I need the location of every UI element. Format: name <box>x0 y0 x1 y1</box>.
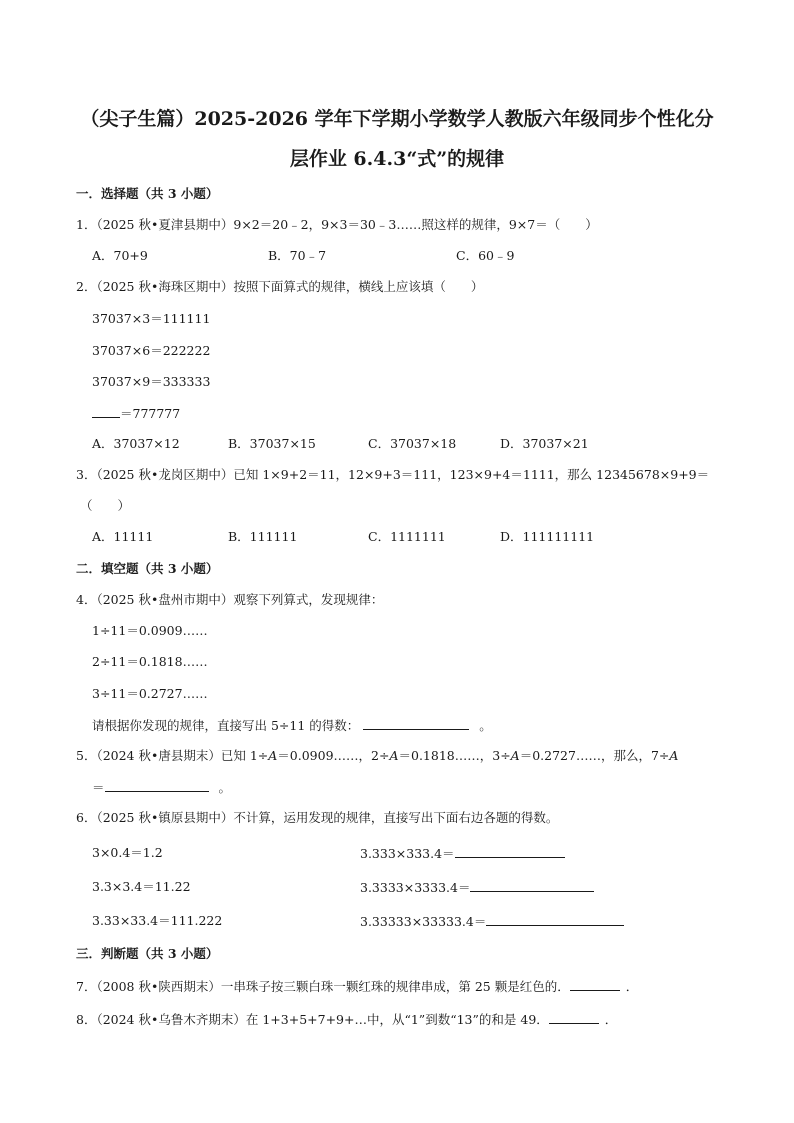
question-5-stem <box>76 748 678 764</box>
question-2-line-4-text: ＝777777 <box>120 406 181 421</box>
question-5-end: 。 <box>218 780 232 795</box>
question-4-end: 。 <box>479 718 492 733</box>
question-6-right-2 <box>360 879 594 896</box>
question-4-line-3: 3÷11＝0.2727…… <box>92 686 208 701</box>
question-8-text: 8．（2024 秋•乌鲁木齐期末）在 1+3+5+7+9+…中，从“1”到数“13”的和是 49． <box>76 1012 549 1027</box>
question-1-option-b: B．70﹣7 <box>268 248 327 263</box>
question-4-ask-text: 请根据你发现的规律，直接写出 5÷11 的得数： <box>92 718 360 733</box>
answer-blank[interactable] <box>570 978 620 991</box>
variable-a: A <box>510 748 520 763</box>
answer-blank[interactable] <box>105 779 209 792</box>
question-4-ask <box>92 717 492 734</box>
question-6-left-2: 3.3×3.4＝11.22 <box>92 879 191 894</box>
question-4-line-2: 2÷11＝0.1818…… <box>92 654 208 669</box>
question-6-right-1 <box>360 845 565 862</box>
question-2-stem: 2．（2025 秋•海珠区期中）按照下面算式的规律，横线上应该填（ ） <box>76 279 484 294</box>
question-1-option-c: C．60﹣9 <box>456 248 515 263</box>
question-2-line-4 <box>92 405 180 422</box>
question-3-stem: 3．（2025 秋•龙岗区期中）已知 1×9+2＝11，12×9+3＝111，123×9+4＝1111，那么 12345678×9+9＝ <box>76 467 710 482</box>
question-3-option-b: B．111111 <box>228 529 298 544</box>
section-heading-fill: 二．填空题（共 3 小题） <box>76 561 219 576</box>
question-6-stem: 6．（2025 秋•镇原县期中）不计算，运用发现的规律，直接写出下面右边各题的得数。 <box>76 810 559 825</box>
question-8-end: ． <box>604 1012 618 1027</box>
variable-a: A <box>669 748 679 763</box>
page-title-line2: 层作业 6.4.3“式”的规律 <box>289 148 505 170</box>
question-5-part-3: ＝0.1818……，3÷ <box>398 748 511 763</box>
question-4-line-1: 1÷11＝0.0909…… <box>92 623 208 638</box>
variable-a: A <box>268 748 278 763</box>
answer-blank[interactable] <box>549 1011 599 1024</box>
question-6-right-3 <box>360 913 624 930</box>
answer-blank[interactable] <box>455 845 565 858</box>
answer-blank[interactable] <box>92 405 120 418</box>
question-2-line-1: 37037×3＝111111 <box>92 311 211 326</box>
answer-blank[interactable] <box>486 913 624 926</box>
question-6-left-3: 3.33×33.4＝111.222 <box>92 913 223 928</box>
question-3-option-d: D．111111111 <box>500 529 595 544</box>
question-7-text: 7．（2008 秋•陕西期末）一串珠子按三颗白珠一颗红珠的规律串成，第 25 颗是红色的． <box>76 979 570 994</box>
question-2-option-a: A．37037×12 <box>92 436 180 451</box>
question-3-option-c: C．1111111 <box>368 529 446 544</box>
question-2-option-c: C．37037×18 <box>368 436 457 451</box>
question-8-stem <box>76 1011 617 1028</box>
question-6-right-3-text: 3.33333×33333.4＝ <box>360 914 487 929</box>
question-6-right-1-text: 3.333×333.4＝ <box>360 846 455 861</box>
section-heading-choice: 一．选择题（共 3 小题） <box>76 186 219 201</box>
question-5-part-4: ＝0.2727……，那么，7÷ <box>519 748 670 763</box>
question-3-paren: （ ） <box>80 498 131 513</box>
question-3-option-a: A．11111 <box>92 529 154 544</box>
answer-blank[interactable] <box>363 717 469 730</box>
question-5-answer-line <box>92 779 231 796</box>
question-2-line-2: 37037×6＝222222 <box>92 343 211 358</box>
question-7-end: ． <box>625 979 639 994</box>
question-5-equals: ＝ <box>92 780 105 795</box>
variable-a: A <box>389 748 399 763</box>
question-2-option-b: B．37037×15 <box>228 436 316 451</box>
question-7-stem <box>76 978 638 995</box>
page-title-line1: （尖子生篇）2025-2026 学年下学期小学数学人教版六年级同步个性化分 <box>80 108 714 130</box>
question-6-left-1: 3×0.4＝1.2 <box>92 845 163 860</box>
answer-blank[interactable] <box>470 879 594 892</box>
section-heading-judge: 三．判断题（共 3 小题） <box>76 946 219 961</box>
question-5-part-2: ＝0.0909……，2÷ <box>277 748 390 763</box>
question-6-right-2-text: 3.3333×3333.4＝ <box>360 880 471 895</box>
question-2-line-3: 37037×9＝333333 <box>92 374 211 389</box>
question-1-option-a: A．70+9 <box>92 248 148 263</box>
question-5-part-1: 5．（2024 秋•唐县期末）已知 1÷ <box>76 748 269 763</box>
question-1-stem: 1．（2025 秋•夏津县期中）9×2＝20﹣2，9×3＝30﹣3……照这样的规律，9×7＝（ ） <box>76 217 598 232</box>
question-2-option-d: D．37037×21 <box>500 436 589 451</box>
question-4-stem: 4．（2025 秋•盘州市期中）观察下列算式，发现规律： <box>76 592 384 607</box>
